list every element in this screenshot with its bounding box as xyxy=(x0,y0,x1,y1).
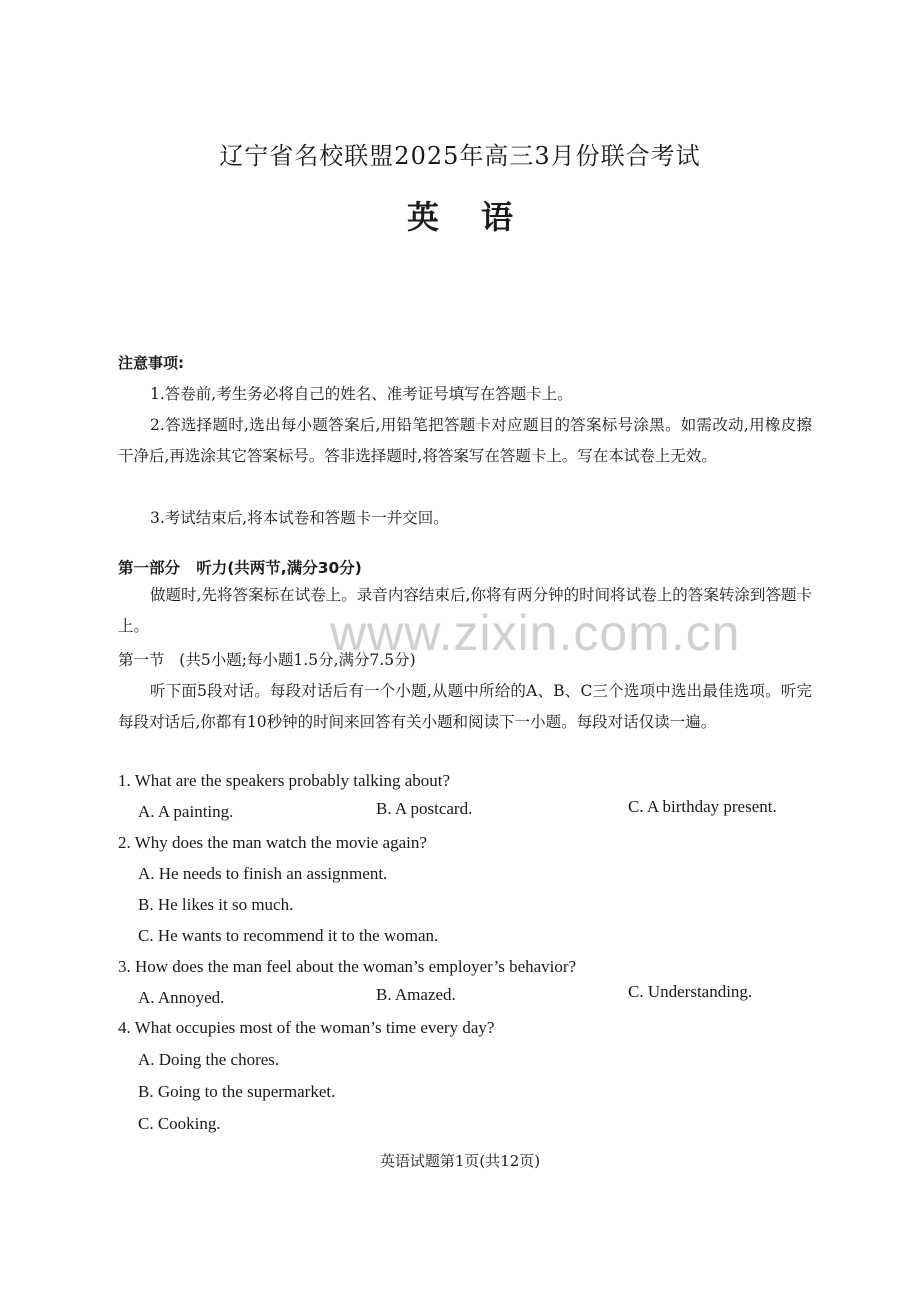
notice-item: 2.答选择题时,选出每小题答案后,用铅笔把答题卡对应题目的答案标号涂黑。如需改动,用橡皮擦干净后,再选涂其它答案标号。答非选择题时,将答案写在答题卡上。写在本试卷上无效。 xyxy=(118,416,812,465)
question-option: A. He needs to finish an assignment. xyxy=(138,864,388,883)
notice-heading: 注意事项: xyxy=(118,354,184,372)
watermark: www.zixin.com.cn xyxy=(330,605,741,661)
question-stem: 4. What occupies most of the woman’s time every day? xyxy=(118,1018,495,1037)
question-option: A. Annoyed. xyxy=(138,988,225,1007)
question-stem: 1. What are the speakers probably talking about? xyxy=(118,771,451,790)
section1-heading-detail: (共5小题;每小题1.5分,满分7.5分) xyxy=(179,651,416,669)
question-stem: 2. Why does the man watch the movie again? xyxy=(118,833,427,852)
notice-item: 3.考试结束后,将本试卷和答题卡一并交回。 xyxy=(150,509,449,527)
question-option: C. Cooking. xyxy=(138,1114,221,1133)
notice-item: 1.答卷前,考生务必将自己的姓名、准考证号填写在答题卡上。 xyxy=(150,385,573,403)
section1-heading-label: 第一节 xyxy=(118,651,165,669)
question-option: B. Amazed. xyxy=(376,985,456,1004)
question-option: B. A postcard. xyxy=(376,799,473,818)
question-option: B. Going to the supermarket. xyxy=(138,1082,336,1101)
subject-title: 英语 xyxy=(406,198,555,236)
exam-title: 辽宁省名校联盟2025年高三3月份联合考试 xyxy=(219,142,701,170)
question-option: A. A painting. xyxy=(138,802,234,821)
page-footer: 英语试题第1页(共12页) xyxy=(379,1152,541,1170)
part1-heading xyxy=(118,556,362,578)
question-option: C. Understanding. xyxy=(628,982,753,1001)
part1-heading-detail: 听力(共两节,满分30分) xyxy=(196,559,362,577)
section1-heading xyxy=(118,648,416,670)
part1-instruction: 做题时,先将答案标在试卷上。录音内容结束后,你将有两分钟的时间将试卷上的答案转涂到答题卡上。 xyxy=(118,586,812,635)
question-option: C. He wants to recommend it to the woman. xyxy=(138,926,439,945)
question-option: C. A birthday present. xyxy=(628,797,777,816)
section1-instruction: 听下面5段对话。每段对话后有一个小题,从题中所给的A、B、C三个选项中选出最佳选项。听完每段对话后,你都有10秒钟的时间来回答有关小题和阅读下一小题。每段对话仅读一遍。 xyxy=(118,682,812,731)
question-option: A. Doing the chores. xyxy=(138,1050,280,1069)
question-option: B. He likes it so much. xyxy=(138,895,294,914)
question-stem: 3. How does the man feel about the woman’s employer’s behavior? xyxy=(118,957,577,976)
part1-heading-label: 第一部分 xyxy=(118,559,181,577)
